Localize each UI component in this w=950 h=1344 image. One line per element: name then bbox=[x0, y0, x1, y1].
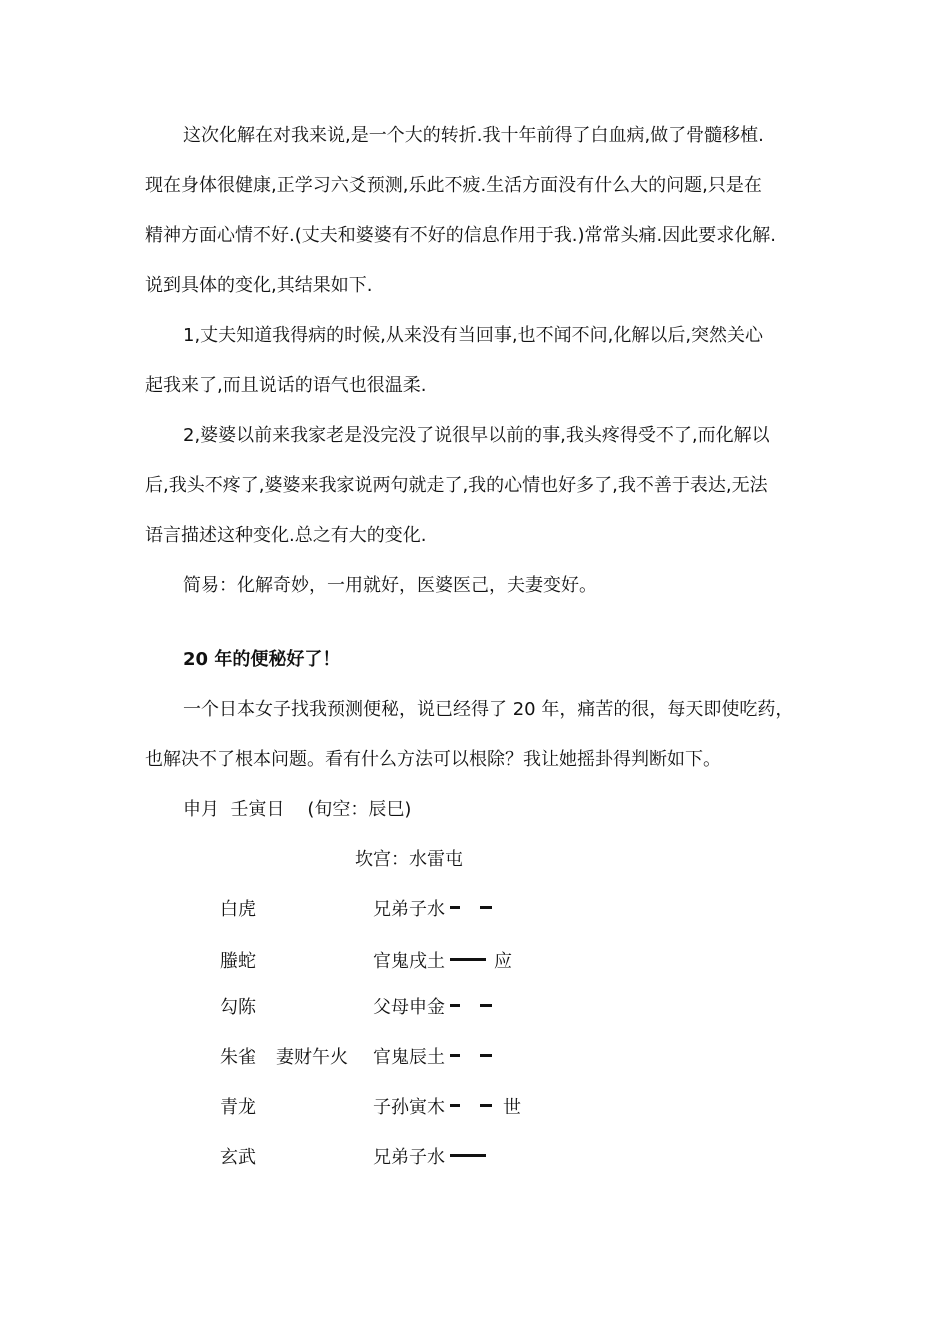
ying-marker: 应 bbox=[494, 951, 512, 972]
paragraph-line: 起我来了,而且说话的语气也很温柔. bbox=[145, 375, 427, 396]
paragraph-line: 后,我头不疼了,婆婆来我家说两句就走了,我的心情也好多了,我不善于表达,无法 bbox=[145, 475, 768, 496]
paragraph-line: 精神方面心情不好.(丈夫和婆婆有不好的信息作用于我.)常常头痛.因此要求化解. bbox=[145, 225, 776, 246]
date-line: 申月 壬寅日 (旬空：辰巳) bbox=[183, 799, 412, 820]
spirit-label: 白虎 bbox=[220, 899, 256, 920]
shi-marker: 世 bbox=[503, 1097, 521, 1118]
yang-line-icon bbox=[450, 958, 486, 961]
paragraph-line: 现在身体很健康,正学习六爻预测,乐此不疲.生活方面没有什么大的问题,只是在 bbox=[145, 175, 762, 196]
spirit-label: 朱雀 bbox=[220, 1047, 256, 1068]
summary-line: 简易：化解奇妙，一用就好，医婆医己，夫妻变好。 bbox=[183, 575, 597, 596]
line-label: 子孙寅木 bbox=[373, 1097, 445, 1118]
line-label: 官鬼戌土 bbox=[373, 951, 445, 972]
spirit-label: 玄武 bbox=[220, 1147, 256, 1168]
spirit-label: 螣蛇 bbox=[220, 951, 256, 972]
paragraph-line: 说到具体的变化,其结果如下. bbox=[145, 275, 373, 296]
section-heading: 20 年的便秘好了！ bbox=[183, 649, 341, 670]
paragraph-line: 这次化解在对我来说,是一个大的转折.我十年前得了白血病,做了骨髓移植. bbox=[183, 125, 764, 146]
paragraph-line: 一个日本女子找我预测便秘，说已经得了 20 年，痛苦的很，每天即使吃药， bbox=[183, 699, 794, 720]
line-label: 父母申金 bbox=[373, 997, 445, 1018]
paragraph-line: 也解决不了根本问题。看有什么方法可以根除？我让她摇卦得判断如下。 bbox=[145, 749, 721, 770]
line-label: 官鬼辰土 bbox=[373, 1047, 445, 1068]
paragraph-line: 1,丈夫知道我得病的时候,从来没有当回事,也不闻不问,化解以后,突然关心 bbox=[183, 325, 764, 346]
hexagram-title: 坎宫：水雷屯 bbox=[355, 849, 463, 870]
line-label: 兄弟子水 bbox=[373, 899, 445, 920]
spirit-label: 青龙 bbox=[220, 1097, 256, 1118]
hidden-line-label: 妻财午火 bbox=[276, 1047, 348, 1068]
line-label: 兄弟子水 bbox=[373, 1147, 445, 1168]
yang-line-icon bbox=[450, 1154, 486, 1157]
paragraph-line: 2,婆婆以前来我家老是没完没了说很早以前的事,我头疼得受不了,而化解以 bbox=[183, 425, 770, 446]
spirit-label: 勾陈 bbox=[220, 997, 256, 1018]
paragraph-line: 语言描述这种变化.总之有大的变化. bbox=[145, 525, 427, 546]
